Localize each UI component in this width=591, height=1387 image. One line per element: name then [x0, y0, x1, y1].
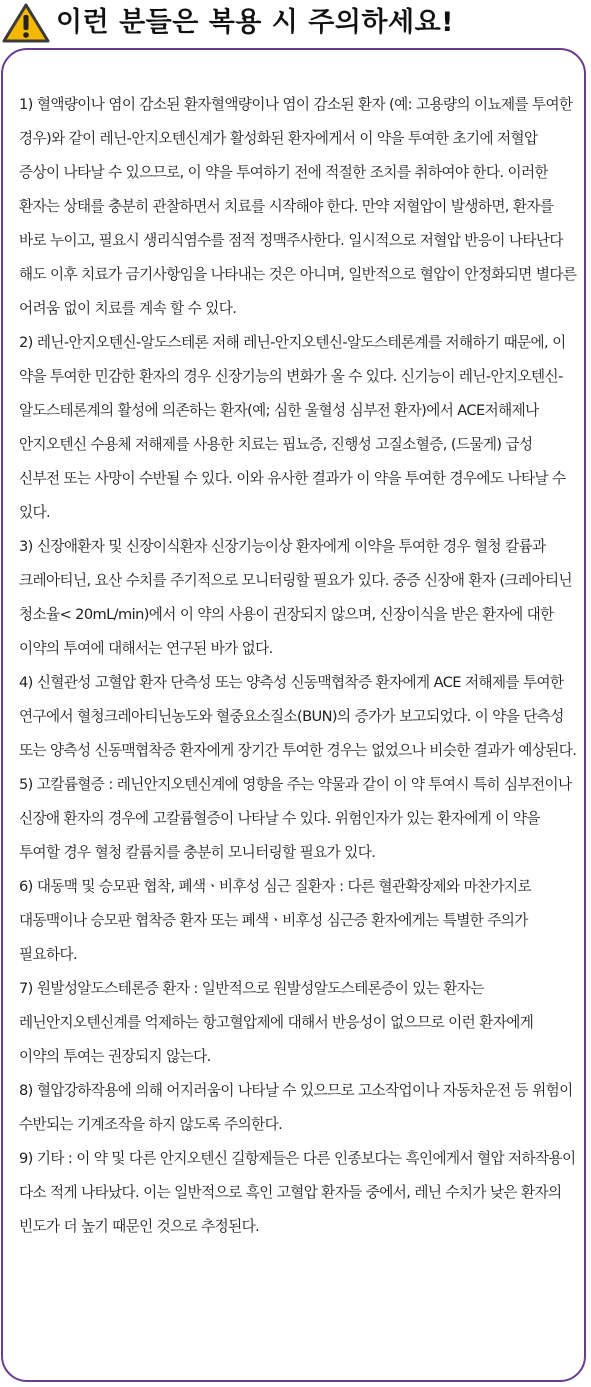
caution-item-8: 8) 혈압강하작용에 의해 어지러움이 나타날 수 있으므로 고소작업이나 자동차운전 등 위험이 수반되는 기계조작을 하지 않도록 주의한다. [19, 1082, 573, 1133]
caution-item-3: 3) 신장애환자 및 신장이식환자 신장기능이상 환자에게 이약을 투여한 경우 혈청 칼륨과 크레아티닌, 요산 수치를 주기적으로 모니터링할 필요가 있다. 중증 신장애 환자 (크레아티닌 청소율< 20mL/min)에서 이 약의 사용이 권장되지 않으며, 신장이식을 받은 환자에 대한 이약의 투여에 대해서는 연구된 바가 없다. [19, 538, 572, 657]
page-header [0, 0, 591, 46]
page-title: 이런 분들은 복용 시 주의하세요! [56, 7, 454, 38]
caution-item-4: 4) 신혈관성 고혈압 환자 단측성 또는 양측성 신동맥협착증 환자에게 ACE 저해제를 투여한 연구에서 혈청크레아티닌농도와 혈중요소질소(BUN)의 증가가 보고되었다. 이 약을 단측성 또는 양측성 신동맥협착증 환자에게 장기간 투여한 경우는 없었으나 비슷한 결과가 예상된다. [19, 674, 577, 759]
caution-item-7: 7) 원발성알도스테론증 환자 : 일반적으로 원발성알도스테론증이 있는 환자는 레닌안지오텐신계를 억제하는 항고혈압제에 대해서 반응성이 없으므로 이런 환자에게 이약의 투여는 권장되지 않는다. [19, 980, 534, 1065]
caution-item-5: 5) 고칼륨혈증 : 레닌안지오텐신계에 영향을 주는 약물과 같이 이 약 투여시 특히 심부전이나 신장애 환자의 경우에 고칼륨혈증이 나타날 수 있다. 위험인자가 있는 환자에게 이 약을 투여할 경우 혈청 칼륨치를 충분히 모니터링할 필요가 있다. [19, 776, 572, 861]
caution-item-1: 1) 혈액량이나 염이 감소된 환자혈액량이나 염이 감소된 환자 (예: 고용량의 이뇨제를 투여한 경우)와 같이 레닌-안지오텐신계가 활성화된 환자에게서 이 약을 투여한 초기에 저혈압 증상이 나타날 수 있으므로, 이 약을 투여하기 전에 적절한 조치를 취하여야 한다. 이러한 환자는 상태를 충분히 관찰하면서 치료를 시작해야 한다. 만약 저혈압이 발생하면, 환자를 바로 누이고, 필요시 생리식염수를 점적 정맥주사한다. 일시적으로 저혈압 반응이 나타난다 해도 이후 치료가 금기사항임을 나타내는 것은 아니며, 일반적으로 혈압이 안정화되면 별다른 어려움 없이 치료를 계속 할 수 있다. [19, 96, 577, 317]
warning-icon [2, 2, 50, 44]
caution-item-9: 9) 기타 : 이 약 및 다른 안지오텐신 길항제들은 다른 인종보다는 흑인에게서 혈압 저하작용이 다소 적게 나타났다. 이는 일반적으로 흑인 고혈압 환자들 중에서, 레닌 수치가 낮은 환자의 빈도가 더 높기 때문인 것으로 추정된다. [19, 1150, 576, 1235]
caution-item-2: 2) 레닌-안지오텐신-알도스테론 저해 레닌-안지오텐신-알도스테론계를 저해하기 때문에, 이 약을 투여한 민감한 환자의 경우 신장기능의 변화가 올 수 있다. 신기능이 레닌-안지오텐신-알도스테론계의 활성에 의존하는 환자(예; 심한 울혈성 심부전 환자)에서 ACE저해제나 안지오텐신 수용체 저해제를 사용한 치료는 핍뇨증, 진행성 고질소혈증, (드물게) 급성 신부전 또는 사망이 수반될 수 있다. 이와 유사한 결과가 이 약을 투여한 경우에도 나타날 수 있다. [19, 334, 566, 521]
caution-list [19, 88, 577, 1244]
caution-item-6: 6) 대동맥 및 승모판 협착, 폐색ㆍ비후성 심근 질환자 : 다른 혈관확장제와 마찬가지로 대동맥이나 승모판 협착증 환자 또는 폐색ㆍ비후성 심근증 환자에게는 특별한 주의가 필요하다. [19, 878, 531, 963]
